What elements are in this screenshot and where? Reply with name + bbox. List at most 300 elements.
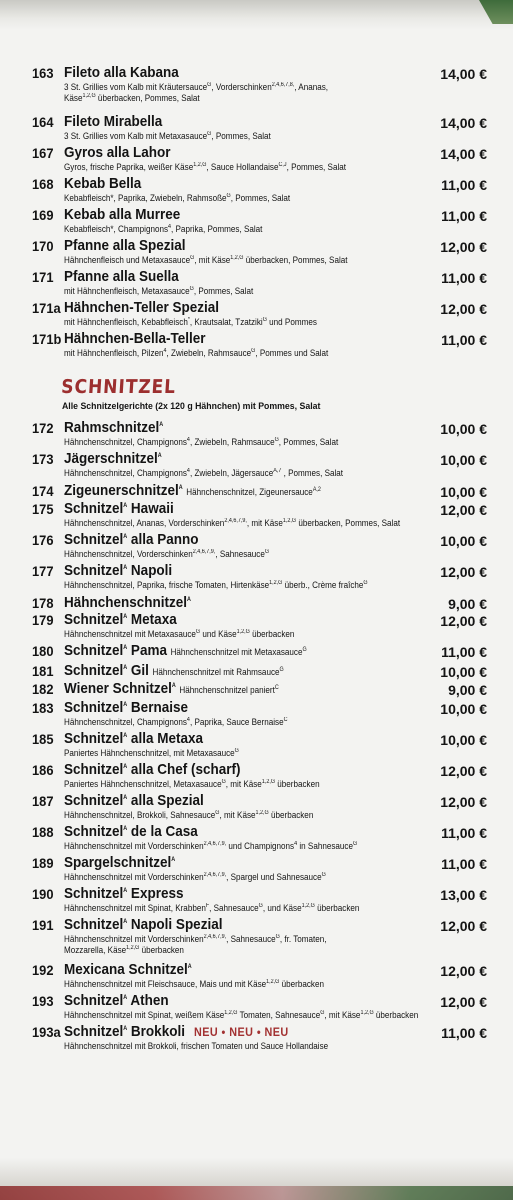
desc-text: , Pommes, Salat bbox=[193, 286, 254, 296]
item-price: 11,00 € bbox=[441, 332, 487, 348]
item-price: 11,00 € bbox=[441, 270, 487, 286]
item-number: 171a bbox=[32, 300, 61, 316]
desc-text: Hähnchenfleisch und Metaxasauce bbox=[64, 255, 191, 265]
item-price: 13,00 € bbox=[440, 887, 487, 903]
allergen-code: G bbox=[207, 82, 212, 88]
item-body bbox=[64, 450, 429, 479]
desc-text: , Vorderschinken bbox=[211, 82, 272, 92]
desc-text: Hähnchenschnitzel mit Metaxasauce bbox=[64, 629, 196, 639]
item-number: 180 bbox=[32, 643, 54, 659]
item-description bbox=[64, 549, 393, 560]
allergen-code: A bbox=[123, 826, 128, 832]
desc-text: , Pommes, Salat bbox=[278, 437, 339, 447]
desc-text: Hähnchenschnitzel mit Spinat, Krabben bbox=[64, 903, 206, 913]
item-number: 171 bbox=[32, 269, 54, 285]
item-description bbox=[64, 468, 393, 479]
desc-text: Hähnchenschnitzel paniert bbox=[179, 685, 275, 695]
item-name-suffix: de la Casa bbox=[127, 823, 198, 840]
item-description bbox=[64, 779, 393, 790]
allergen-code: A bbox=[123, 1026, 128, 1032]
item-name-suffix: Athen bbox=[127, 992, 169, 1009]
allergen-code: 2,4,6,7,9, bbox=[203, 841, 227, 847]
item-price: 10,00 € bbox=[440, 701, 487, 717]
desc-text: Hähnchenschnitzel mit Vorderschinken bbox=[64, 934, 204, 944]
item-price: 10,00 € bbox=[440, 732, 487, 748]
allergen-code: A bbox=[123, 645, 128, 651]
allergen-code: A bbox=[187, 964, 192, 970]
item-description bbox=[64, 348, 393, 359]
item-name-line bbox=[64, 419, 163, 437]
allergen-code: G bbox=[262, 317, 267, 323]
item-body bbox=[64, 611, 429, 640]
item-number: 167 bbox=[32, 145, 54, 161]
item-number: 183 bbox=[32, 700, 54, 716]
item-name: Schnitzel bbox=[64, 992, 124, 1009]
allergen-code: 1,2,G bbox=[301, 903, 315, 909]
item-inline-description bbox=[153, 667, 284, 677]
desc-text: Mozzarella, Käse bbox=[64, 945, 127, 955]
desc-text: , mit Käse bbox=[324, 1010, 361, 1020]
item-number: 189 bbox=[32, 855, 54, 871]
item-body bbox=[64, 792, 429, 821]
allergen-code: 1,2,G bbox=[236, 629, 250, 635]
desc-text: überbacken bbox=[275, 779, 320, 789]
allergen-code: G bbox=[234, 748, 239, 754]
desc-text: , mit Käse bbox=[194, 255, 231, 265]
item-name: Schnitzel bbox=[64, 500, 124, 517]
allergen-code: A bbox=[123, 764, 128, 770]
item-body bbox=[64, 1023, 429, 1052]
allergen-code: A bbox=[123, 503, 128, 509]
item-body bbox=[64, 699, 429, 728]
desc-text: überbacken, Pommes, Salat bbox=[243, 255, 348, 265]
item-price: 12,00 € bbox=[440, 918, 487, 934]
desc-text: Hähnchenschnitzel mit Spinat, weißem Käse bbox=[64, 1010, 225, 1020]
desc-text: 3 St. Grillies vom Kalb mit Kräutersauce bbox=[64, 82, 208, 92]
item-name: Schnitzel bbox=[64, 562, 124, 579]
allergen-code: G bbox=[258, 903, 263, 909]
item-description bbox=[64, 717, 393, 728]
item-name-line bbox=[64, 113, 162, 131]
desc-text: , Sahnesauce bbox=[226, 934, 276, 944]
allergen-code: 2,4,6,7,9, bbox=[203, 934, 227, 940]
item-name-suffix: alla Chef (scharf) bbox=[127, 761, 241, 778]
item-description bbox=[64, 903, 393, 914]
allergen-code: 4 bbox=[168, 224, 172, 230]
desc-text: , Pommes und Salat bbox=[255, 348, 329, 358]
allergen-code: A bbox=[171, 683, 176, 689]
desc-text: , Zwiebeln, Jägersauce bbox=[189, 468, 274, 478]
item-price: 10,00 € bbox=[440, 533, 487, 549]
item-body bbox=[64, 64, 429, 104]
item-name: Kebab alla Murree bbox=[64, 206, 181, 223]
item-description bbox=[64, 1041, 393, 1052]
item-number: 177 bbox=[32, 563, 54, 579]
item-price: 12,00 € bbox=[440, 502, 487, 518]
item-name-line bbox=[64, 992, 169, 1010]
desc-text: , Pommes, Salat bbox=[230, 193, 291, 203]
allergen-code: 1,2,G bbox=[230, 255, 244, 261]
allergen-code: A bbox=[178, 485, 183, 491]
item-body bbox=[64, 916, 429, 956]
allergen-code: 1,2,G bbox=[261, 779, 276, 785]
allergen-code: 1,2,G bbox=[255, 810, 269, 816]
item-name: Schnitzel bbox=[64, 823, 124, 840]
item-name: Hähnchenschnitzel bbox=[64, 594, 188, 611]
desc-text: überbacken, Pommes, Salat bbox=[95, 93, 200, 103]
item-description bbox=[64, 629, 393, 640]
section-subtitle: Alle Schnitzelgerichte (2x 120 g Hähnchen) mit Pommes, Salat bbox=[62, 401, 321, 412]
item-body bbox=[64, 419, 429, 448]
allergen-code: G bbox=[320, 1010, 325, 1016]
item-body bbox=[64, 562, 429, 591]
item-name-line bbox=[64, 916, 222, 934]
item-name-suffix: Napoli bbox=[127, 562, 173, 579]
desc-text: , Sahnesauce bbox=[215, 549, 265, 559]
item-name-line bbox=[64, 792, 204, 810]
item-name-line bbox=[64, 206, 180, 224]
allergen-code: G bbox=[207, 131, 212, 137]
item-number: 181 bbox=[32, 663, 54, 679]
item-body bbox=[64, 854, 429, 883]
allergen-code: 1,2,G bbox=[224, 1010, 238, 1016]
allergen-code: G bbox=[264, 549, 270, 555]
allergen-code: A bbox=[123, 702, 128, 708]
allergen-code: G bbox=[226, 193, 231, 199]
desc-text: , Pommes, Salat bbox=[281, 468, 344, 478]
item-name: Hähnchen-Bella-Teller bbox=[64, 330, 206, 347]
allergen-code: 2,4,6,7,8, bbox=[271, 82, 295, 88]
desc-text: überbacken, Pommes, Salat bbox=[296, 518, 401, 528]
allergen-code: 1,2,G bbox=[266, 979, 280, 985]
item-description bbox=[64, 162, 393, 173]
item-number: 163 bbox=[32, 65, 54, 81]
desc-text: , mit Käse bbox=[219, 810, 256, 820]
item-price: 10,00 € bbox=[440, 484, 487, 500]
allergen-code: 2,4,6,7,9, bbox=[203, 872, 227, 878]
item-body bbox=[64, 206, 429, 235]
item-name: Schnitzel bbox=[64, 792, 124, 809]
allergen-code: G bbox=[363, 580, 368, 586]
allergen-code: 1,2,G bbox=[193, 162, 207, 168]
allergen-code: 4 bbox=[163, 348, 167, 354]
item-number: 193a bbox=[32, 1024, 61, 1040]
allergen-code: 2,4,6,7,9, bbox=[192, 549, 216, 555]
allergen-code: 1,2,G bbox=[269, 580, 283, 586]
item-body bbox=[64, 885, 429, 914]
desc-text: in Sahnesauce bbox=[297, 841, 353, 851]
desc-text: Hähnchenschnitzel mit Rahmsauce bbox=[152, 667, 280, 677]
item-name-line bbox=[64, 854, 175, 872]
desc-text: , Pommes, Salat bbox=[211, 131, 271, 141]
item-price: 11,00 € bbox=[441, 177, 487, 193]
item-description bbox=[64, 224, 393, 235]
item-price: 12,00 € bbox=[440, 239, 487, 255]
item-number: 185 bbox=[32, 731, 54, 747]
item-name-line bbox=[64, 175, 141, 193]
item-description bbox=[64, 255, 393, 266]
desc-text: , und Käse bbox=[262, 903, 302, 913]
item-name-line bbox=[64, 961, 192, 979]
desc-text: Hähnchenschnitzel, Vorderschinken bbox=[64, 549, 193, 559]
item-price: 12,00 € bbox=[440, 794, 487, 810]
item-name-suffix: Pama bbox=[127, 642, 167, 659]
item-price: 10,00 € bbox=[440, 421, 487, 437]
item-name: Schnitzel bbox=[64, 885, 124, 902]
desc-text: , Ananas, bbox=[294, 82, 329, 92]
item-body bbox=[64, 594, 429, 612]
new-badge: NEU • NEU • NEU bbox=[193, 1025, 289, 1039]
allergen-code: G bbox=[190, 255, 195, 261]
desc-text: , mit Käse bbox=[225, 779, 262, 789]
item-name-suffix: Gil bbox=[127, 662, 149, 679]
allergen-code: 4 bbox=[186, 437, 190, 443]
allergen-code: A,7 bbox=[273, 468, 282, 474]
item-name: Rahmschnitzel bbox=[64, 419, 160, 436]
item-name-line bbox=[64, 680, 279, 699]
desc-text: Hähnchenschnitzel, Paprika, frische Tomaten, Hirtenkäse bbox=[64, 580, 270, 590]
item-body bbox=[64, 237, 429, 266]
desc-text: und Käse bbox=[200, 629, 237, 639]
item-number: 178 bbox=[32, 595, 54, 611]
item-number: 176 bbox=[32, 532, 54, 548]
allergen-code: C bbox=[274, 685, 279, 691]
desc-text: Käse bbox=[64, 93, 83, 103]
item-name: Schnitzel bbox=[64, 642, 124, 659]
desc-text: Kebabfleisch*, Champignons bbox=[64, 224, 169, 234]
item-name: Kebab Bella bbox=[64, 175, 142, 192]
item-name: Spargelschnitzel bbox=[64, 854, 172, 871]
allergen-code: G bbox=[221, 779, 226, 785]
item-name-line bbox=[64, 500, 174, 518]
allergen-code: G bbox=[195, 629, 201, 635]
desc-text: , Sahnesauce bbox=[209, 903, 259, 913]
item-number: 188 bbox=[32, 824, 54, 840]
item-body bbox=[64, 730, 429, 759]
item-name-line bbox=[64, 531, 198, 549]
bottom-edge bbox=[0, 1158, 513, 1200]
item-name-line bbox=[64, 144, 171, 162]
allergen-code: G bbox=[274, 437, 279, 443]
item-price: 11,00 € bbox=[441, 644, 487, 660]
allergen-code: G bbox=[251, 348, 256, 354]
desc-text: mit Hähnchenfleisch, Metaxasauce bbox=[64, 286, 190, 296]
item-description bbox=[64, 437, 393, 448]
item-name-line bbox=[64, 885, 183, 903]
item-number: 182 bbox=[32, 681, 54, 697]
item-inline-description bbox=[186, 487, 321, 497]
desc-text: überbacken bbox=[268, 810, 314, 820]
desc-text: überb., Crème fraîche bbox=[282, 580, 364, 590]
item-description bbox=[64, 1010, 419, 1021]
desc-text: und Pommes bbox=[266, 317, 317, 327]
item-name-line bbox=[64, 64, 179, 82]
item-body bbox=[64, 500, 429, 529]
item-number: 169 bbox=[32, 207, 54, 223]
item-number: 193 bbox=[32, 993, 54, 1009]
item-price: 9,00 € bbox=[448, 682, 487, 698]
item-description bbox=[64, 979, 393, 990]
bottom-color-stripe bbox=[0, 1186, 513, 1200]
item-number: 175 bbox=[32, 501, 54, 517]
desc-text: überbacken bbox=[314, 903, 360, 913]
item-name: Schnitzel bbox=[64, 916, 124, 933]
item-number: 170 bbox=[32, 238, 54, 254]
allergen-code: G bbox=[279, 667, 284, 673]
allergen-code: 1,2,G bbox=[282, 518, 297, 524]
allergen-code: A bbox=[171, 857, 176, 863]
item-price: 12,00 € bbox=[440, 963, 487, 979]
allergen-code: A bbox=[123, 919, 128, 925]
item-name-line bbox=[64, 562, 172, 580]
allergen-code: 4 bbox=[294, 841, 298, 847]
item-name-suffix: Express bbox=[127, 885, 184, 902]
desc-text: , fr. Tomaten, bbox=[279, 934, 327, 944]
item-name: Zigeunerschnitzel bbox=[64, 482, 179, 499]
allergen-code: A bbox=[123, 565, 128, 571]
item-name-suffix: Brokkoli bbox=[127, 1023, 185, 1040]
desc-text: Hähnchenschnitzel mit Vorderschinken bbox=[64, 841, 204, 851]
allergen-code: 2,4,6,7,9, bbox=[224, 518, 247, 524]
desc-text: , Sauce Hollandaise bbox=[206, 162, 279, 172]
item-name: Hähnchen-Teller Spezial bbox=[64, 299, 220, 316]
item-body bbox=[64, 642, 429, 661]
item-name-line bbox=[64, 594, 191, 612]
allergen-code: 4 bbox=[186, 468, 190, 474]
item-name: Schnitzel bbox=[64, 761, 124, 778]
item-number: 190 bbox=[32, 886, 54, 902]
desc-text: Hähnchenschnitzel, Champignons bbox=[64, 717, 187, 727]
item-name-line bbox=[64, 730, 203, 748]
item-price: 14,00 € bbox=[440, 66, 487, 82]
allergen-code: 4 bbox=[186, 717, 190, 723]
item-description bbox=[64, 286, 393, 297]
item-price: 12,00 € bbox=[440, 564, 487, 580]
item-body bbox=[64, 482, 429, 501]
item-name: Wiener Schnitzel bbox=[64, 680, 172, 697]
item-description bbox=[64, 748, 393, 759]
allergen-code: A bbox=[123, 665, 128, 671]
desc-text: Hähnchenschnitzel, Champignons bbox=[64, 468, 187, 478]
item-body bbox=[64, 299, 429, 328]
item-name-line bbox=[64, 662, 284, 681]
item-inline-description bbox=[179, 685, 278, 695]
item-name-suffix: alla Metaxa bbox=[127, 730, 203, 747]
item-body bbox=[64, 268, 429, 297]
desc-text: , Paprika, Sauce Bernaise bbox=[189, 717, 284, 727]
allergen-code: 1,2,G bbox=[82, 93, 96, 99]
item-body bbox=[64, 330, 429, 359]
desc-text: , Pommes, Salat bbox=[286, 162, 347, 172]
item-body bbox=[64, 761, 429, 790]
item-number: 192 bbox=[32, 962, 54, 978]
allergen-code: G bbox=[321, 872, 326, 878]
desc-text: Gyros, frische Paprika, weißer Käse bbox=[64, 162, 194, 172]
item-price: 11,00 € bbox=[441, 1025, 487, 1041]
allergen-code: A bbox=[123, 995, 128, 1001]
desc-text: Hähnchenschnitzel, Champignons bbox=[64, 437, 187, 447]
item-number: 168 bbox=[32, 176, 54, 192]
item-description bbox=[64, 93, 393, 104]
item-name: Gyros alla Lahor bbox=[64, 144, 171, 161]
desc-text: , mit Käse bbox=[246, 518, 283, 528]
item-price: 14,00 € bbox=[440, 115, 487, 131]
item-price: 14,00 € bbox=[440, 146, 487, 162]
item-name: Fileto alla Kabana bbox=[64, 64, 179, 81]
item-body bbox=[64, 144, 429, 173]
desc-text: überbacken bbox=[373, 1010, 419, 1020]
item-name: Schnitzel bbox=[64, 730, 124, 747]
allergen-code: C,J bbox=[278, 162, 287, 168]
item-price: 11,00 € bbox=[441, 856, 487, 872]
item-description bbox=[64, 934, 393, 945]
allergen-code: 1,2,G bbox=[360, 1010, 374, 1016]
item-name: Schnitzel bbox=[64, 699, 124, 716]
item-name: Schnitzel bbox=[64, 1023, 124, 1040]
item-description bbox=[64, 82, 393, 93]
item-body bbox=[64, 992, 429, 1021]
item-number: 191 bbox=[32, 917, 54, 933]
desc-text: , Paprika, Pommes, Salat bbox=[171, 224, 263, 234]
desc-text: Hähnchenschnitzel mit Vorderschinken bbox=[64, 872, 204, 882]
allergen-code: A bbox=[123, 534, 128, 540]
item-name: Schnitzel bbox=[64, 611, 124, 628]
item-name: Fileto Mirabella bbox=[64, 113, 163, 130]
allergen-code: A bbox=[123, 795, 128, 801]
item-name-line bbox=[64, 237, 186, 255]
item-description bbox=[64, 518, 401, 529]
section-title-schnitzel: SCHNITZEL bbox=[60, 376, 177, 398]
allergen-code: A bbox=[123, 614, 128, 620]
item-body bbox=[64, 113, 429, 142]
desc-text: überbacken bbox=[249, 629, 295, 639]
allergen-code: A bbox=[123, 733, 128, 739]
item-number: 187 bbox=[32, 793, 54, 809]
desc-text: Hähnchenschnitzel, Ananas, Vorderschinken bbox=[64, 518, 225, 528]
item-name-line bbox=[64, 330, 206, 348]
allergen-code: G bbox=[302, 647, 307, 653]
item-price: 11,00 € bbox=[441, 208, 487, 224]
allergen-code: C bbox=[283, 717, 288, 723]
item-number: 164 bbox=[32, 114, 54, 130]
item-name-line bbox=[64, 761, 240, 779]
item-price: 10,00 € bbox=[440, 452, 487, 468]
item-name: Schnitzel bbox=[64, 662, 124, 679]
desc-text: Hähnchenschnitzel mit Metaxasauce bbox=[170, 647, 303, 657]
item-body bbox=[64, 175, 429, 204]
item-name-suffix: alla Spezial bbox=[127, 792, 204, 809]
allergen-code: A bbox=[123, 888, 128, 894]
item-price: 9,00 € bbox=[448, 596, 487, 612]
item-name-line bbox=[64, 699, 188, 717]
desc-text: , Krautsalat, Tzatziki bbox=[189, 317, 263, 327]
allergen-code: G bbox=[189, 286, 194, 292]
allergen-code: F bbox=[205, 903, 210, 909]
item-number: 171b bbox=[32, 331, 62, 347]
item-number: 172 bbox=[32, 420, 54, 436]
desc-text: Hähnchenschnitzel, Brokkoli, Sahnesauce bbox=[64, 810, 216, 820]
desc-text: Hähnchenschnitzel, Zigeunersauce bbox=[186, 487, 313, 497]
desc-text: , Spargel und Sahnesauce bbox=[226, 872, 322, 882]
desc-text: Hähnchenschnitzel mit Brokkoli, frischen Tomaten und Sauce Hollandaise bbox=[64, 1041, 329, 1051]
desc-text: , Zwiebeln, Rahmsauce bbox=[166, 348, 252, 358]
item-description bbox=[64, 810, 393, 821]
item-number: 186 bbox=[32, 762, 54, 778]
allergen-code: A bbox=[157, 453, 162, 459]
item-name: Jägerschnitzel bbox=[64, 450, 158, 467]
item-description bbox=[64, 317, 393, 328]
allergen-code: G bbox=[215, 810, 220, 816]
